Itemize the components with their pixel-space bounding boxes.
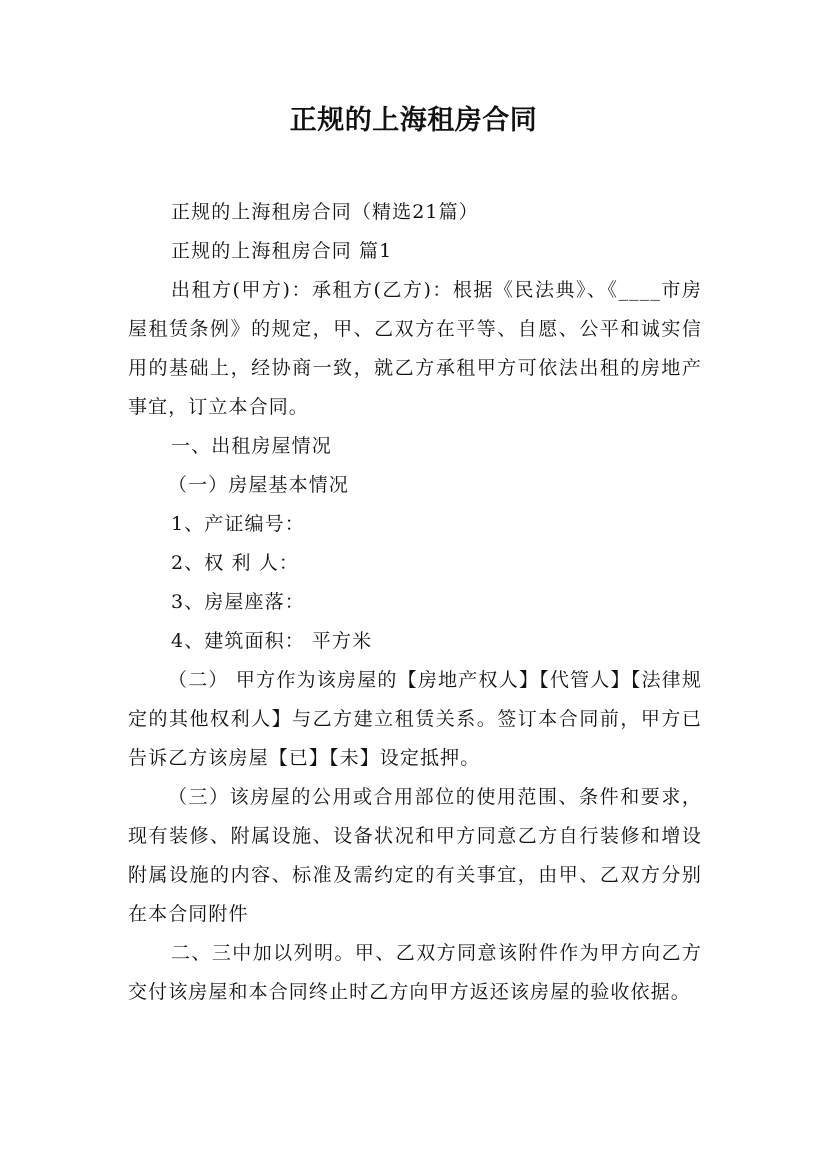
paragraph-clause-1-3: （三）该房屋的公用或合用部位的使用范围、条件和要求，现有装修、附属设施、设备状况和甲方同意乙方自行装修和增设附属设施的内容、标准及需约定的有关事宜，由甲、乙双方分别在本合同附件 <box>128 786 702 925</box>
paragraph-clause-2: 二、三中加以列明。甲、乙双方同意该附件作为甲方向乙方交付该房屋和本合同终止时乙方向甲方返还该房屋的验收依据。 <box>128 942 702 1003</box>
paragraph-parties: 出租方(甲方)：承租方(乙方)：根据《民法典》、《____市房屋租赁条例》的规定，甲、乙双方在平等、自愿、公平和诚实信用的基础上，经协商一致，就乙方承租甲方可依法出租的房地产事宜，订立本合同。 <box>128 279 702 418</box>
document-title: 正规的上海租房合同 <box>289 105 538 136</box>
paragraph-item-1: 1、产证编号： <box>171 513 305 535</box>
paragraph-item-4: 4、建筑面积： 平方米 <box>171 630 373 652</box>
paragraph-item-2: 2、权 利 人： <box>171 552 299 574</box>
paragraph-item-3: 3、房屋座落： <box>171 591 305 613</box>
document-body <box>128 193 702 1012</box>
paragraph-subtitle: 正规的上海租房合同（精选21篇） <box>171 201 479 223</box>
paragraph-clause-1-2: （二） 甲方作为该房屋的【房地产权人】【代管人】【法律规定的其他权利人】与乙方建立租赁关系。签订本合同前，甲方已告诉乙方该房屋【已】【未】设定抵押。 <box>128 669 702 769</box>
paragraph-clause-1-1: （一）房屋基本情况 <box>168 474 349 496</box>
paragraph-clause-1: 一、出租房屋情况 <box>171 435 332 457</box>
paragraph-section-heading: 正规的上海租房合同 篇1 <box>171 240 393 262</box>
